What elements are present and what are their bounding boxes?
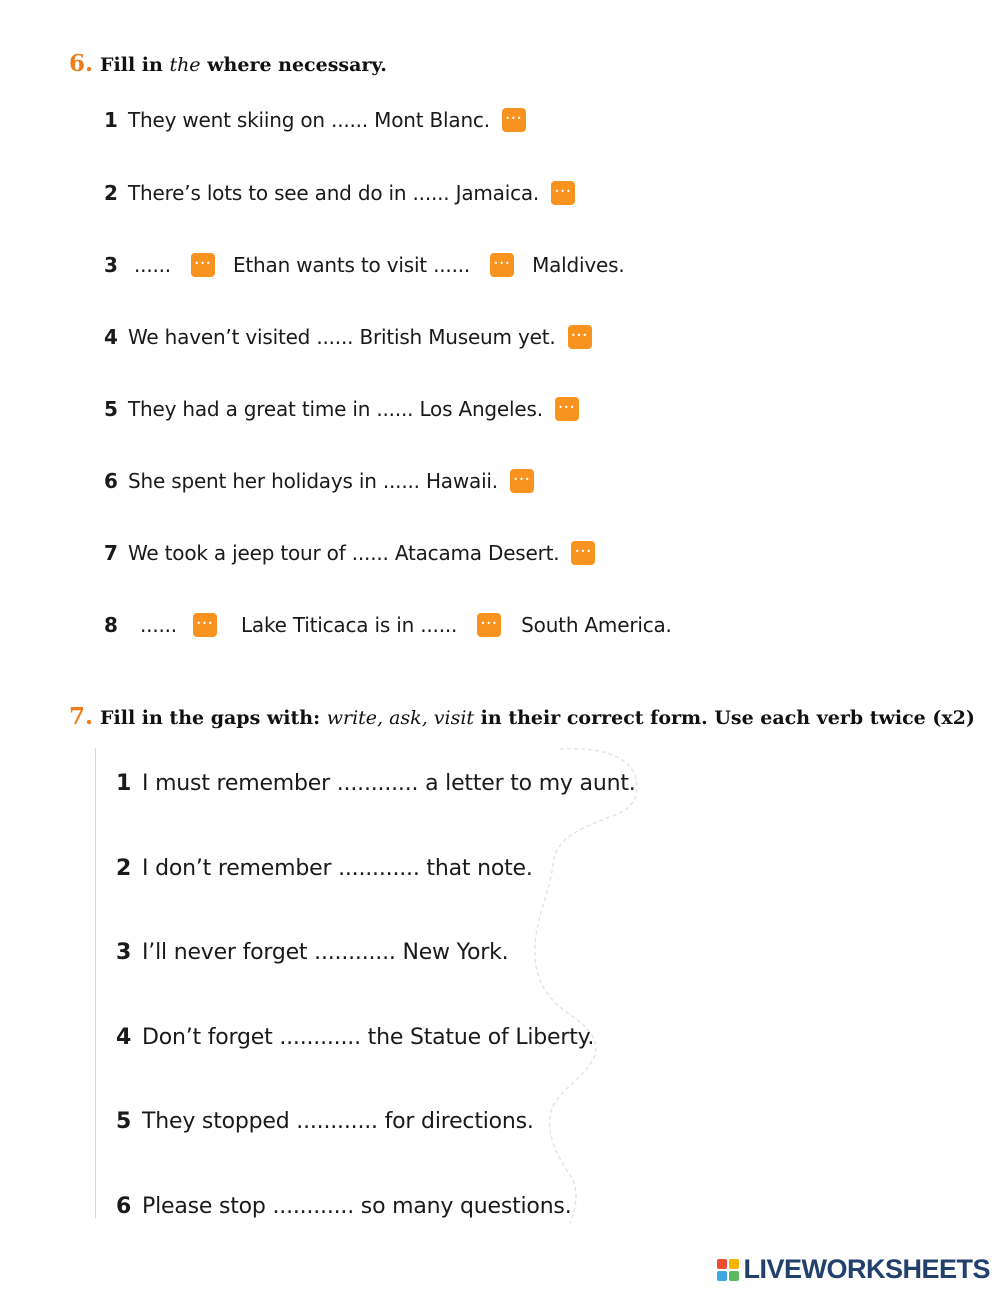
- question-row: [104, 179, 589, 207]
- question-row: [104, 467, 548, 495]
- logo-square: [729, 1271, 739, 1281]
- exercise-6-heading: [69, 50, 387, 77]
- question-number: 1: [116, 770, 132, 796]
- question-text: ......: [134, 253, 171, 277]
- answer-blank-button[interactable]: [555, 397, 579, 421]
- logo-square: [729, 1259, 739, 1269]
- question-number: 6: [104, 469, 118, 493]
- question-number: 3: [116, 939, 132, 965]
- question-number: 5: [104, 397, 118, 421]
- question-row: [104, 251, 625, 279]
- answer-blank-button[interactable]: [193, 613, 217, 637]
- exercise-7-heading: [69, 703, 975, 730]
- question-text: She spent her holidays in ...... Hawaii.: [128, 469, 498, 493]
- question-text: They stopped ............ for directions.: [142, 1108, 534, 1134]
- question-text: Don’t forget ............ the Statue of Liberty.: [142, 1024, 595, 1050]
- question-row: [104, 539, 609, 567]
- question-row: [104, 106, 540, 134]
- question-row: [116, 1191, 572, 1221]
- answer-blank-button[interactable]: [191, 253, 215, 277]
- question-text: Ethan wants to visit ......: [232, 253, 471, 277]
- divider: [95, 748, 96, 1218]
- logo-square: [717, 1271, 727, 1281]
- question-number: 6: [116, 1193, 132, 1219]
- liveworksheets-logo[interactable]: [717, 1254, 990, 1285]
- answer-blank-button[interactable]: [551, 181, 575, 205]
- question-number: 5: [116, 1108, 132, 1134]
- question-row: [116, 768, 636, 798]
- exercise-number: 7.: [69, 703, 94, 730]
- question-text: South America.: [521, 613, 672, 637]
- question-text: Please stop ............ so many questions.: [142, 1193, 572, 1219]
- question-text: I must remember ............ a letter to my aunt.: [142, 770, 636, 796]
- answer-blank-button[interactable]: [510, 469, 534, 493]
- exercise-number: 6.: [69, 50, 94, 77]
- question-text: Maldives.: [532, 253, 625, 277]
- question-row: [116, 1106, 534, 1136]
- question-number: 7: [104, 541, 118, 565]
- question-text: We haven’t visited ...... British Museum yet.: [128, 325, 556, 349]
- question-text: We took a jeep tour of ...... Atacama Desert.: [128, 541, 560, 565]
- question-number: 1: [104, 108, 118, 132]
- answer-blank-button[interactable]: [502, 108, 526, 132]
- question-number: 2: [116, 855, 132, 881]
- question-number: 8: [104, 613, 118, 637]
- heading-emphasis: write, ask, visit: [326, 707, 475, 729]
- heading-text: in their correct form. Use each verb twice (x2): [480, 707, 975, 729]
- question-row: [116, 1022, 594, 1052]
- torn-edge-decoration: [515, 745, 655, 1225]
- logo-square: [717, 1259, 727, 1269]
- question-text: ......: [140, 613, 177, 637]
- answer-blank-button[interactable]: [568, 325, 592, 349]
- question-text: Lake Titicaca is in ......: [240, 613, 458, 637]
- logo-text: LIVEWORKSHEETS: [743, 1254, 990, 1284]
- question-number: 4: [104, 325, 118, 349]
- question-text: There’s lots to see and do in ...... Jamaica.: [128, 181, 540, 205]
- question-number: 4: [116, 1024, 132, 1050]
- answer-blank-button[interactable]: [477, 613, 501, 637]
- question-text: They had a great time in ...... Los Angeles.: [128, 397, 543, 421]
- question-row: [104, 395, 593, 423]
- heading-text: Fill in: [100, 54, 163, 76]
- question-text: I don’t remember ............ that note.: [142, 855, 533, 881]
- heading-text: Fill in the gaps with:: [100, 707, 321, 729]
- question-text: I’ll never forget ............ New York.: [142, 939, 509, 965]
- question-row: [116, 937, 508, 967]
- logo-icon: [717, 1259, 739, 1281]
- question-number: 2: [104, 181, 118, 205]
- question-row: [104, 611, 672, 639]
- question-number: 3: [104, 253, 118, 277]
- answer-blank-button[interactable]: [490, 253, 514, 277]
- question-row: [116, 853, 533, 883]
- heading-emphasis: the: [169, 54, 201, 76]
- question-text: They went skiing on ...... Mont Blanc.: [128, 108, 490, 132]
- question-row: [104, 323, 606, 351]
- heading-text: where necessary.: [207, 54, 387, 76]
- answer-blank-button[interactable]: [571, 541, 595, 565]
